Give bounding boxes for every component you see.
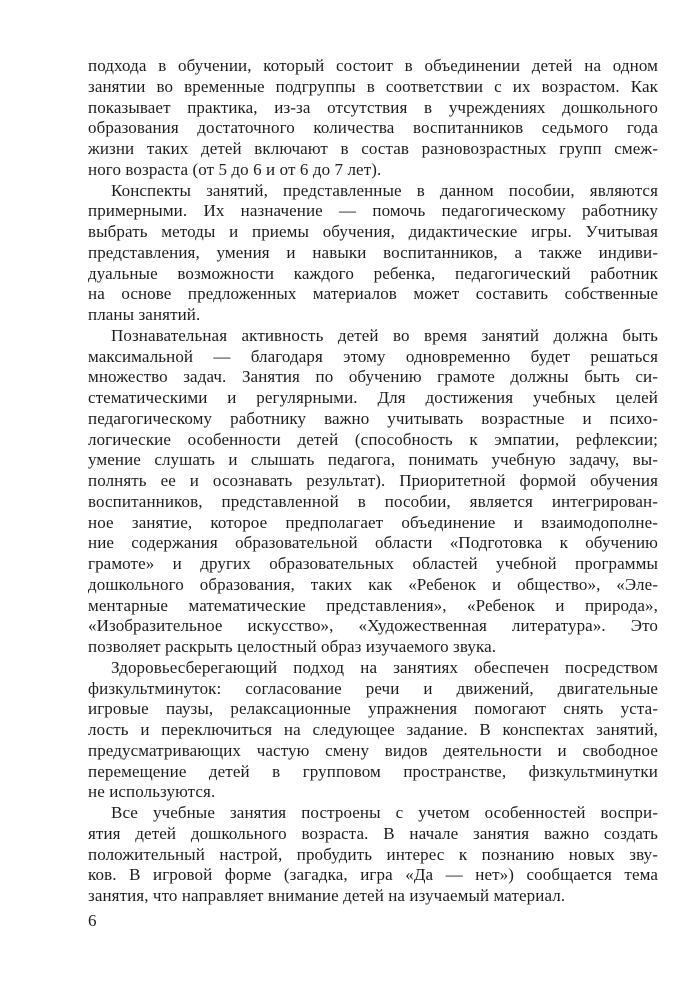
text-line: позволяет раскрыть целостный образ изучаемого звука. [88,637,497,656]
text-line: занятия, что направляет внимание детей на изучаемый материал. [88,886,566,905]
text-line: занятии во временные подгруппы в соответствии с их возрастом. Как [88,76,658,96]
text-line: ного возраста (от 5 до 6 и от 6 до 7 лет). [88,159,382,179]
text-line: ментарные математические представления», «Ребенок и природа», [88,595,658,615]
text-line: педагогическому работнику важно учитывать возрастные и психо- [88,408,658,428]
text-line: воспитанников, представленной в пособии, является интегрирован- [88,491,658,511]
page-number: 6 [88,911,97,930]
text-line: стематическими и регулярными. Для достижения учебных целей [88,388,658,407]
text-line: образования достаточного количества воспитанников седьмого года [88,118,658,138]
text-line: Конспекты занятий, представленные в данном пособии, являются [111,180,658,200]
text-line: предусматривающих частую смену видов деятельности и свободное [88,740,658,760]
text-line: ятия детей дошкольного возраста. В начале занятия важно создать [88,823,658,843]
text-line: жизни таких детей включают в состав разновозрастных групп смеж- [88,139,658,158]
text-line: планы занятий. [88,305,201,324]
text-line: показывает практика, из-за отсутствия в учреждениях дошкольного [88,97,658,117]
text-line: игровые паузы, релаксационные упражнения помогают снять уста- [88,699,658,719]
text-line: физкультминуток: согласование речи и движений, двигательные [88,678,658,698]
text-line: подхода в обучении, который состоит в объединении детей на одном [88,56,658,75]
paragraph [88,56,658,181]
text-line: ние содержания образовательной области «Подготовка к обучению [88,533,658,553]
body-text [88,56,658,907]
text-line: максимальной — благодаря этому одновременно будет решаться [88,346,658,366]
text-line: перемещение детей в групповом пространстве, физкультминутки [88,761,658,781]
text-line: Познавательная активность детей во время занятий должна быть [111,325,658,345]
paragraph [88,658,658,803]
text-line: умение слушать и слышать педагога, понимать учебную задачу, вы- [88,450,658,470]
text-line: примерными. Их назначение — помочь педагогическому работнику [88,201,658,221]
text-line: дуальные возможности каждого ребенка, педагогический работник [88,263,658,283]
text-line: не используются. [88,782,216,802]
text-line: логические особенности детей (способность к эмпатии, рефлексии; [88,429,658,449]
text-line: выбрать методы и приемы обучения, дидактические игры. Учитывая [88,222,658,241]
text-line: ков. В игровой форме (загадка, игра «Да — нет») сообщается тема [88,865,658,885]
paragraph [88,803,658,907]
paragraph [88,181,658,326]
text-line: «Изобразительное искусство», «Художественная литература». Это [88,616,658,636]
text-line: грамоте» и других образовательных областей учебной программы [88,554,658,573]
text-line: Здоровьесберегающий подход на занятиях обеспечен посредством [111,657,658,677]
text-line: ное занятие, которое предполагает объединение и взаимодополне- [88,512,658,532]
text-line: положительный настрой, пробудить интерес к познанию новых зву- [88,844,658,864]
text-line: дошкольного образования, таких как «Ребенок и общество», «Эле- [88,574,658,594]
text-line: на основе предложенных материалов может составить собственные [88,284,658,304]
text-line: представления, умения и навыки воспитанников, а также индиви- [88,242,658,262]
text-line: лость и переключиться на следующее задание. В конспектах занятий, [88,720,658,739]
text-line: полнять ее и осознавать результат). Приоритетной формой обучения [88,471,658,490]
paragraph [88,326,658,658]
text-line: Все учебные занятия построены с учетом особенностей воспри- [111,803,658,822]
text-line: множество задач. Занятия по обучению грамоте должны быть си- [88,367,658,387]
